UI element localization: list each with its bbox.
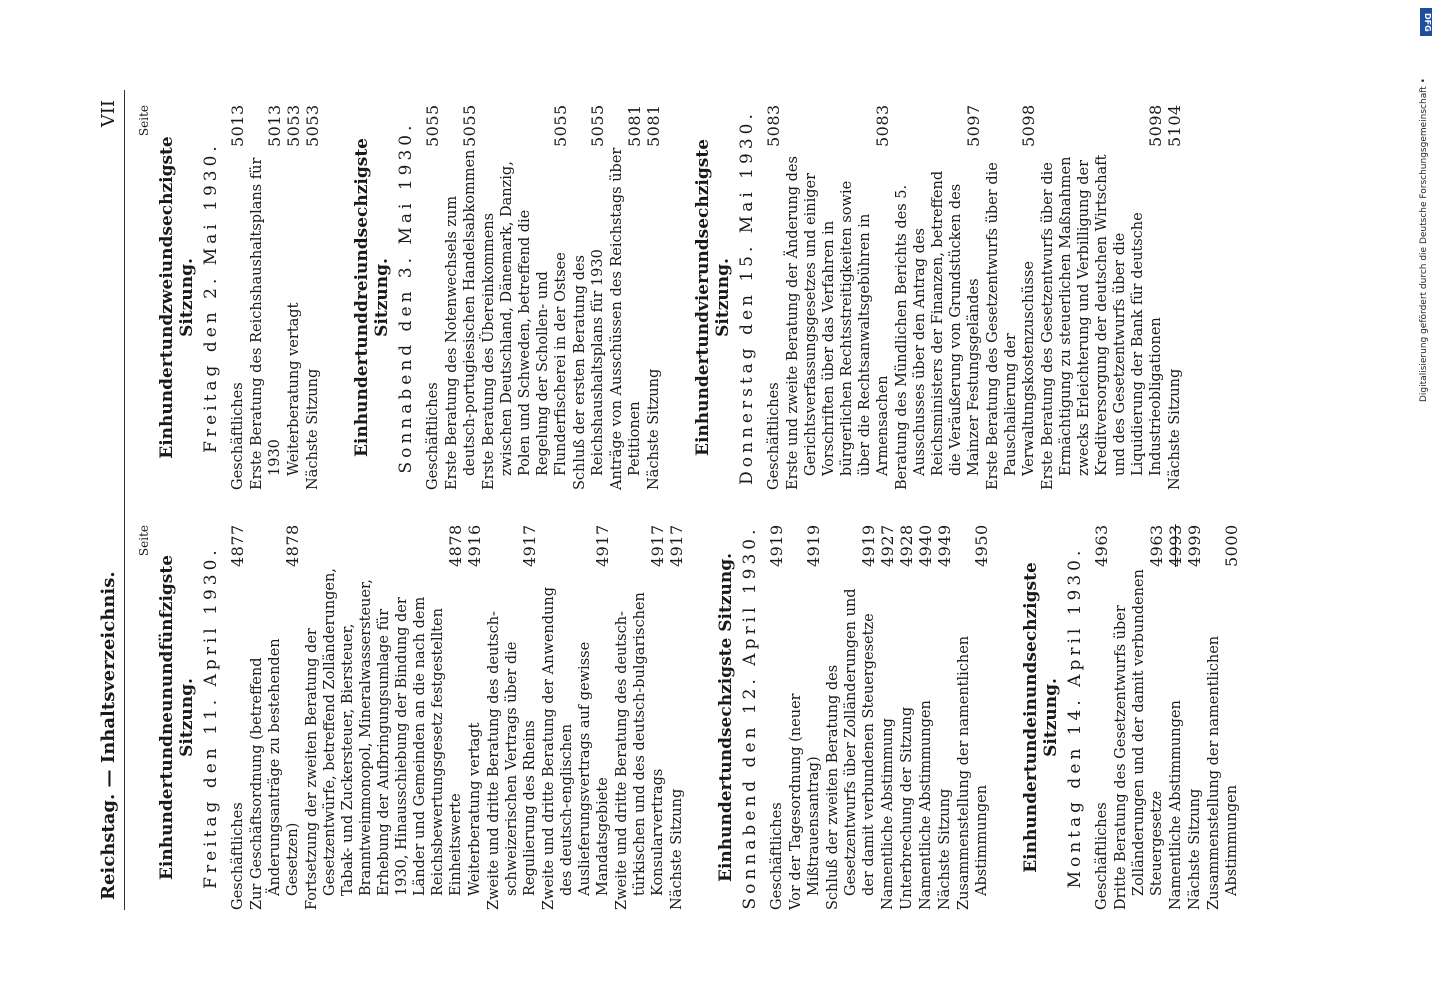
entry-page-number: 5098: [1019, 104, 1038, 147]
toc-entry: [765, 105, 783, 490]
entry-text: Geschäftliches: [230, 802, 246, 910]
entry-page-number: 4993: [1166, 524, 1185, 567]
toc-entry: [645, 105, 663, 490]
entry-page-number: 5055: [423, 104, 442, 147]
toc-entry: [248, 525, 302, 910]
toc-entry: [229, 105, 247, 490]
session-title: Einhundertundeinundsechzigste Sitzung.: [1021, 562, 1061, 873]
entry-text: Unterbrechung der Sitzung: [899, 706, 915, 910]
toc-entry: [613, 525, 667, 910]
session-section: [157, 105, 322, 490]
entry-page-number: 4917: [520, 524, 539, 567]
entry-page-number: 4940: [916, 524, 935, 567]
entry-text: Zweite und dritte Beratung des deutsch-schweizerischen Vertrags über die Regulierung des Rheins: [486, 611, 538, 910]
entry-text: Zweite und dritte Beratung der Anwendung des deutsch-englischen Auslieferungsvertrags auf gewisse Mandatsgebiete: [541, 587, 611, 910]
running-header: [80, 90, 140, 910]
toc-entry: [485, 525, 539, 910]
toc-entry: [1205, 525, 1241, 910]
session-date: Sonnabend den 3. Mai 1930.: [396, 121, 416, 474]
entry-page-number: 5083: [764, 104, 783, 147]
entry-page-number: 4919: [859, 524, 878, 567]
entry-text: Schluß der zweiten Beratung des Gesetzentwurfs über Zolländerungen und der damit verbundenen Steuergesetze: [825, 588, 877, 910]
toc-entry: [898, 525, 916, 910]
entry-text: Weiterberatung vertagt: [286, 302, 302, 476]
entry-text: Vor der Tagesordnung (neuer Mißtrauensantrag): [788, 693, 822, 910]
entry-text: Geschäftliches: [1094, 802, 1110, 910]
toc-entry: [879, 525, 897, 910]
toc-entry: [893, 105, 983, 490]
entry-page-number: 4917: [667, 524, 686, 567]
toc-entry: [768, 525, 786, 910]
toc-entry: [936, 525, 954, 910]
entry-text: Dritte Beratung des Gesetzentwurfs über Zolländerungen und der damit verbundenen Steuergesetze: [1113, 569, 1165, 910]
toc-entry: [248, 105, 284, 490]
entry-page-number: 5053: [284, 104, 303, 147]
toc-entry: [1039, 105, 1165, 490]
entry-text: Schluß der ersten Beratung des Reichshaushaltsplans für 1930: [572, 249, 606, 490]
entry-page-number: 4950: [972, 524, 991, 567]
entry-text: Namentliche Abstimmungen: [1168, 700, 1184, 910]
session-title: Einhundertundneunundfünfzigste Sitzung.: [157, 554, 197, 881]
entry-page-number: 4919: [767, 524, 786, 567]
header-rule: [124, 90, 125, 910]
session-section: [693, 105, 1184, 490]
entry-text: Zusammenstellung der namentlichen Abstimmungen: [1206, 635, 1240, 910]
entry-text: Zur Geschäftsordnung (betreffend Änderungsanträge zu bestehenden Gesetzen): [249, 638, 301, 910]
session-title: Einhundertunddreiundsechzigste Sitzung.: [352, 137, 392, 458]
toc-entry: [540, 525, 612, 910]
toc-entry: [784, 105, 892, 490]
entry-text: Beratung des Mündlichen Berichts des 5. Ausschusses über den Antrag des Reichsministers der Finanzen, betreffend die Veräußerung von Grundstücken des Mainzer Festungsgeländes: [894, 170, 982, 490]
toc-entry: [303, 525, 465, 910]
session-section: [352, 105, 663, 490]
session-date: Donnerstag den 15. Mai 1930.: [737, 110, 757, 485]
toc-entry: [1167, 525, 1185, 910]
entry-page-number: 5013: [265, 104, 284, 147]
entry-page-number: 5053: [303, 104, 322, 147]
session-section: [716, 525, 991, 910]
entry-page-number: 4963: [1147, 524, 1166, 567]
toc-entry: [668, 525, 686, 910]
entry-page-number: 5013: [228, 104, 247, 147]
entry-text: Geschäftliches: [766, 382, 782, 490]
toc-entry: [1186, 525, 1204, 910]
seite-label: Seite: [137, 525, 151, 557]
entry-page-number: 4878: [283, 524, 302, 567]
entry-page-number: 5097: [964, 104, 983, 147]
entry-text: Namentliche Abstimmung: [880, 718, 896, 910]
toc-entry: [285, 105, 303, 490]
entry-text: Erste Beratung des Notenwechsels zum deutsch-portugiesischen Handelsabkommen: [444, 149, 478, 490]
entry-page-number: 5055: [460, 104, 479, 147]
toc-entry: [787, 525, 823, 910]
entry-page-number: 5055: [551, 104, 570, 147]
entry-text: Erste Beratung des Übereinkommens zwischen Deutschland, Dänemark, Danzig, Polen und Schweden, betreffend die Regelung der Schollen- und Flunderfischerei in der Ostsee: [481, 161, 569, 490]
entry-text: Nächste Sitzung: [305, 368, 321, 490]
entry-page-number: 4928: [897, 524, 916, 567]
toc-entry: [917, 525, 935, 910]
entry-text: Erste Beratung des Gesetzentwurfs über die Pauschalierung der Verwaltungskostenzuschüsse: [985, 162, 1037, 490]
toc-entry: [443, 105, 479, 490]
entry-text: Geschäftliches: [425, 382, 441, 490]
toc-entry: [1093, 525, 1111, 910]
session-section: [157, 525, 686, 910]
toc-entry: [424, 105, 442, 490]
entry-page-number: 4917: [593, 524, 612, 567]
entry-page-number: 5081: [625, 104, 644, 147]
entry-page-number: 5098: [1146, 104, 1165, 147]
entry-page-number: 5083: [873, 104, 892, 147]
entry-text: Geschäftliches: [230, 382, 246, 490]
toc-entry: [466, 525, 484, 910]
entry-text: Erste und zweite Beratung der Änderung des Gerichtsverfassungsgesetzes und einiger Vorschriften über das Verfahren in bürgerlichen Rechtsstreitigkeiten sowie über die Rechtsanwaltsgebühren in Armensachen: [785, 156, 891, 490]
session-date: Montag den 14. April 1930.: [1065, 546, 1085, 889]
session-title: Einhundertundvierundsechzigste Sitzung.: [693, 138, 733, 457]
dfg-credit-text: Digitalisierung gefördert durch die Deutsche Forschungsgemeinschaft •: [1419, 78, 1429, 402]
entry-text: Namentliche Abstimmungen: [918, 700, 934, 910]
toc-entry: [229, 525, 247, 910]
entry-page-number: 5081: [644, 104, 663, 147]
entry-text: Zweite und dritte Beratung des deutsch-türkischen und des deutsch-bulgarischen Konsularvertrags: [614, 592, 666, 910]
entry-page-number: 4999: [1185, 524, 1204, 567]
entry-text: Nächste Sitzung: [646, 368, 662, 490]
session-title: Einhundertundsechzigste Sitzung.: [716, 553, 736, 882]
entry-text: Erste Beratung des Gesetzentwurfs über die Ermächtigung zu steuerlichen Maßnahmen zwecks Erleichterung und Verbilligung der Kreditversorgung der deutschen Wirtschaft und des Gesetzentwurfs über die Liquidierung der Bank für deutsche Industrieobligationen: [1040, 154, 1164, 490]
toc-entry: [1112, 525, 1166, 910]
entry-text: Erste Beratung des Reichshaushaltsplans für 1930: [249, 157, 283, 490]
toc-entry: [955, 525, 991, 910]
toc-entry: [984, 105, 1038, 490]
entry-page-number: 4916: [465, 524, 484, 567]
toc-entry: [1166, 105, 1184, 490]
right-column: [135, 105, 1295, 490]
session-section: [1021, 525, 1241, 910]
entry-text: Anträge von Ausschüssen des Reichstags über Petitionen: [609, 147, 643, 490]
session-date: Freitag den 11. April 1930.: [201, 546, 221, 889]
entry-text: Fortsetzung der zweiten Beratung der Gesetzentwürfe, betreffend Zolländerungen, Tabak- und Zuckersteuer, Biersteuer, Branntweinmonopol, Mineralwassersteuer, Erhebung der Aufbringungsumlage für 1930, Hinausschiebung der Bindung der Länder und Gemeinden an die nach dem Reichsbewertungsgesetz festgestellten Einheitswerte: [304, 568, 464, 910]
toc-entry: [304, 105, 322, 490]
entry-text: Weiterberatung vertagt: [467, 722, 483, 896]
session-title: Einhundertundzweiundsechzigste Sitzung.: [157, 136, 197, 459]
entry-text: Nächste Sitzung: [1187, 788, 1203, 910]
entry-page-number: 5055: [588, 104, 607, 147]
entry-page-number: 4949: [935, 524, 954, 567]
entry-page-number: 4878: [446, 524, 465, 567]
seite-label: Seite: [137, 105, 151, 137]
entry-text: Nächste Sitzung: [937, 788, 953, 910]
entry-text: Nächste Sitzung: [1167, 368, 1183, 490]
toc-entry: [571, 105, 607, 490]
dfg-sidebar: [1419, 8, 1433, 992]
left-column: [135, 525, 1295, 910]
entry-page-number: 5104: [1165, 104, 1184, 147]
toc-entry: [824, 525, 878, 910]
entry-page-number: 5000: [1222, 524, 1241, 567]
rotated-page: [80, 90, 1310, 910]
toc-entry: [608, 105, 644, 490]
session-date: Freitag den 2. Mai 1930.: [201, 142, 221, 453]
entry-text: Geschäftliches: [769, 802, 785, 910]
entry-text: Nächste Sitzung: [669, 788, 685, 910]
toc-entry: [480, 105, 570, 490]
entry-page-number: 4877: [228, 524, 247, 567]
header-title: Reichstag. — Inhaltsverzeichnis.: [98, 571, 119, 900]
entry-page-number: 4919: [804, 524, 823, 567]
entry-page-number: 4963: [1092, 524, 1111, 567]
entry-text: Zusammenstellung der namentlichen Abstimmungen: [956, 635, 990, 910]
session-date: Sonnabend den 12. April 1930.: [740, 525, 760, 910]
entry-page-number: 4917: [648, 524, 667, 567]
entry-page-number: 4927: [878, 524, 897, 567]
page-number: VII: [98, 100, 119, 128]
dfg-logo: DFG: [1420, 8, 1432, 36]
